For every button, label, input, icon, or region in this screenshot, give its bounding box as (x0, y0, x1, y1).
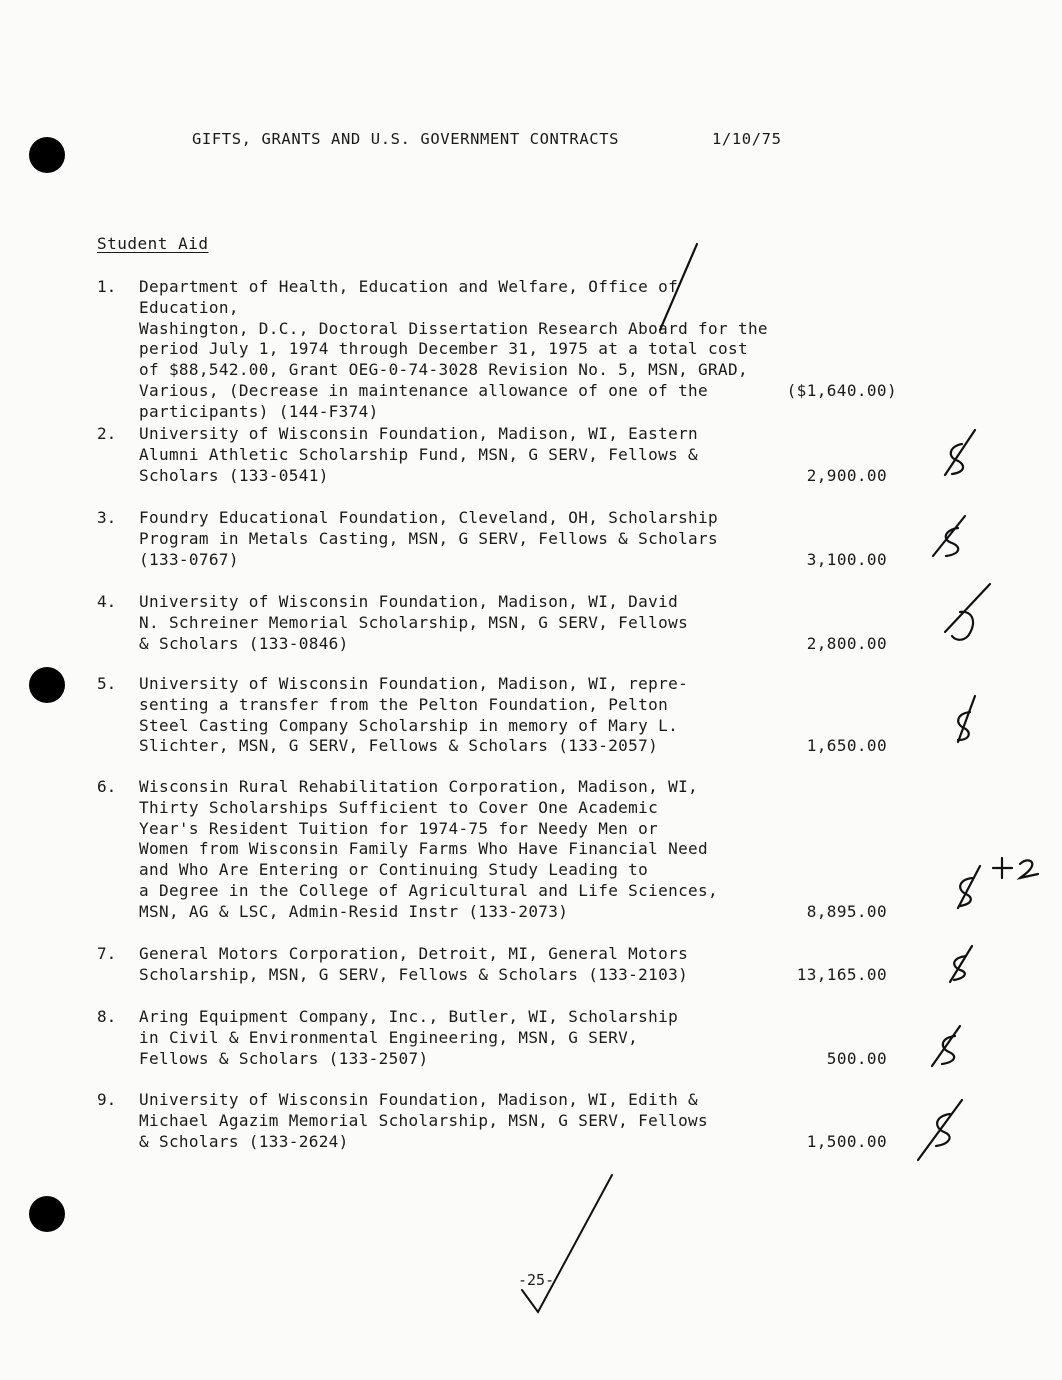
header-title: GIFTS, GRANTS AND U.S. GOVERNMENT CONTRACTS (192, 130, 620, 148)
handwritten-dollar-mark (950, 946, 972, 982)
entry-number: 8. (97, 1007, 117, 1026)
entry-text: University of Wisconsin Foundation, Madison, WI, David N. Schreiner Memorial Scholarship, MSN, G SERV, Fellows & Scholars (133-0846) (139, 592, 689, 653)
entry-number: 3. (97, 508, 117, 527)
entry-amount: 13,165.00 (796, 965, 887, 984)
entry-amount: ($1,640.00) (786, 381, 897, 400)
entry-number: 5. (97, 674, 117, 693)
document-header (192, 130, 782, 148)
section-title: Student Aid (97, 234, 209, 253)
entry-number: 4. (97, 592, 117, 611)
entry-number: 2. (97, 424, 117, 443)
entry-text: General Motors Corporation, Detroit, MI, General Motors Scholarship, MSN, G SERV, Fellows & Scholars (133-2103) (139, 944, 689, 984)
entry-text: Aring Equipment Company, Inc., Butler, WI, Scholarship in Civil & Environmental Engineering, MSN, G SERV, Fellows & Scholars (133-2507) (139, 1007, 679, 1068)
entry-amount: 8,895.00 (806, 902, 887, 921)
handwritten-five-mark (945, 584, 990, 640)
handwritten-dollar-mark (945, 430, 975, 475)
entry-text: Department of Health, Education and Welfare, Office of Education, Washington, D.C., Doctoral Dissertation Research Aboard for the period July 1, 1974 through December 31, 1975 at a total cost of $88,542.00, Grant OEG-0-74-3028 Revision No. 5, MSN, GRAD, Various, (Decrease in maintenance allowance of one of the participants) (144-F374) (139, 277, 768, 421)
entry-text: Foundry Educational Foundation, Cleveland, OH, Scholarship Program in Metals Casting, MSN, G SERV, Fellows & Scholars (133-0767) (139, 508, 719, 569)
entry-amount: 1,500.00 (806, 1132, 887, 1151)
entry-amount: 500.00 (826, 1049, 887, 1068)
punch-hole-middle (29, 667, 65, 703)
entry-amount: 2,900.00 (806, 466, 887, 485)
check-mark (522, 1175, 612, 1312)
handwritten-dollar-mark (918, 1100, 962, 1160)
entry-number: 6. (97, 777, 117, 796)
entry-number: 1. (97, 277, 117, 296)
entry-text: University of Wisconsin Foundation, Madison, WI, repre- senting a transfer from the Pelton Foundation, Pelton Steel Casting Company Scholarship in memory of Mary L. Slichter, MSN, G SERV, Fellows & Scholars (133-2057) (139, 674, 689, 756)
entry-number: 7. (97, 944, 117, 963)
entry-text: University of Wisconsin Foundation, Madison, WI, Edith & Michael Agazim Memorial Scholarship, MSN, G SERV, Fellows & Scholars (133-2624) (139, 1090, 709, 1151)
handwritten-dollar-mark (933, 516, 965, 556)
header-date: 1/10/75 (712, 130, 782, 148)
entry-amount: 3,100.00 (806, 550, 887, 569)
entry-amount: 1,650.00 (806, 736, 887, 755)
handwritten-dollar-mark (958, 696, 975, 742)
handwritten-dollar-plus-two-mark (958, 858, 1038, 908)
punch-hole-top (29, 137, 65, 173)
handwritten-dollar-mark (932, 1026, 960, 1066)
entry-number: 9. (97, 1090, 117, 1109)
entry-text: University of Wisconsin Foundation, Madison, WI, Eastern Alumni Athletic Scholarship Fund, MSN, G SERV, Fellows & Scholars (133-0541) (139, 424, 699, 485)
entry-text: Wisconsin Rural Rehabilitation Corporation, Madison, WI, Thirty Scholarships Sufficient to Cover One Academic Year's Resident Tuition for 1974-75 for Needy Men or Women from Wisconsin Family Farms Who Have Financial Need and Who Are Entering or Continuing Study Leading to a Degree in the College of Agricultural and Life Sciences, MSN, AG & LSC, Admin-Resid Instr (133-2073) (139, 777, 719, 921)
punch-hole-bottom (29, 1196, 65, 1232)
page-number: -25- (518, 1271, 555, 1289)
entry-amount: 2,800.00 (806, 634, 887, 653)
